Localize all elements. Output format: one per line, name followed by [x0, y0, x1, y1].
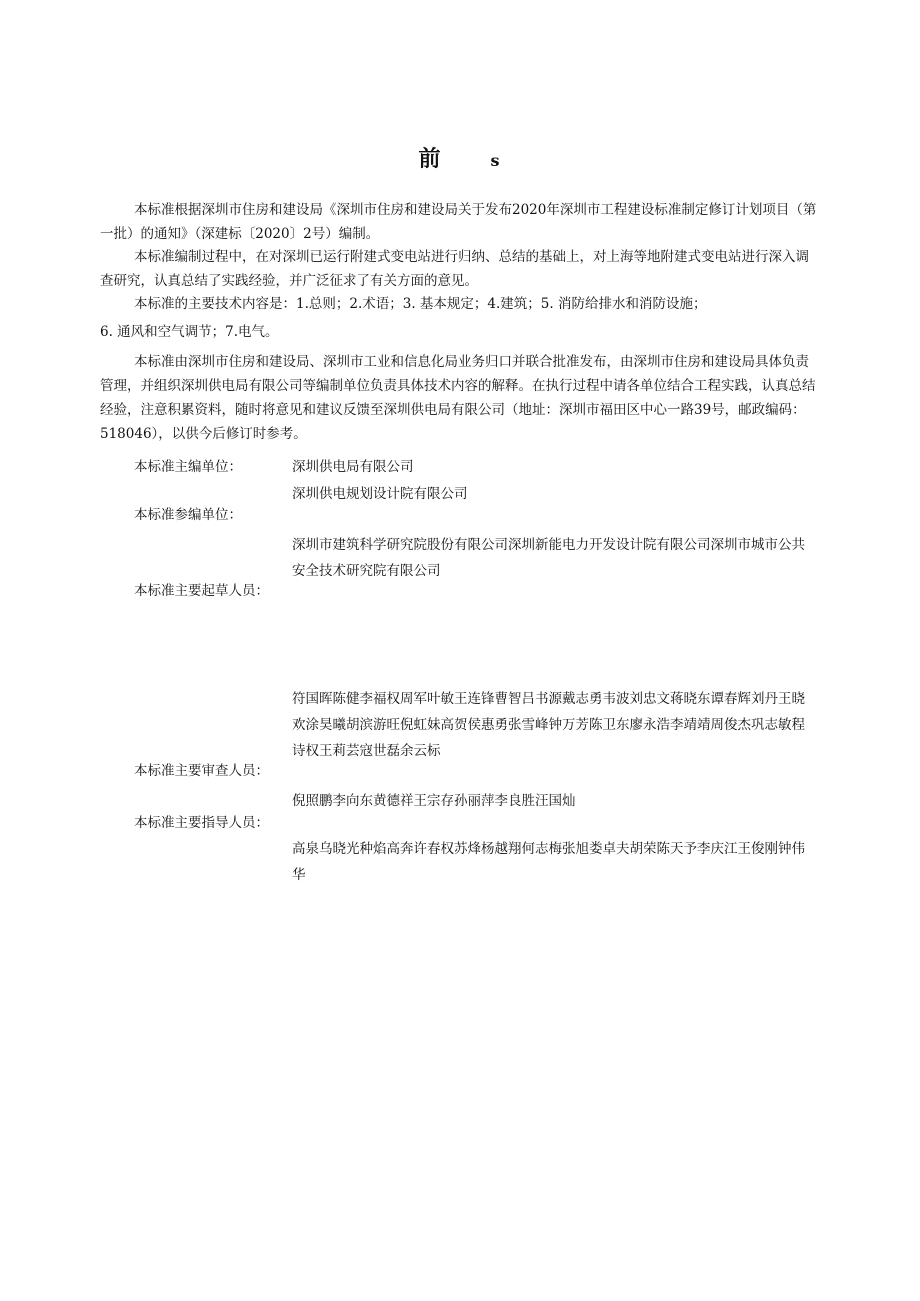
- paragraph-contents: 本标准的主要技术内容是：1.总则；2.术语；3. 基本规定；4.建筑；5. 消防给排水和消防设施；: [134, 296, 707, 312]
- paragraph-administration: 本标准由深圳市住房和建设局、深圳市工业和信息化局业务归口并联合批准发布，由深圳市住房和建设局具体负责管理，并组织深圳供电局有限公司等编制单位负责具体技术内容的解释。在执行过程中请各单位结合工程实践，认真总结经验，注意积累资料，随时将意见和建议反馈至深圳供电局有限公司（地址：深圳市福田区中心一路39号，邮政编码：518046），以供今后修订时参考。: [100, 354, 816, 442]
- reviewers-label: 本标准主要审查人员：: [134, 763, 269, 779]
- title-part-2: s: [490, 151, 502, 170]
- paragraph-basis: 本标准根据深圳市住房和建设局《深圳市住房和建设局关于发布2020年深圳市工程建设标准制定修订计划项目（第一批）的通知》（深建标〔2020〕2号）编制。: [100, 202, 817, 242]
- chief-editor-value-2: 深圳供电规划设计院有限公司: [292, 486, 468, 502]
- title-part-1: 前: [418, 146, 443, 172]
- paragraph-process: 本标准编制过程中，在对深圳已运行附建式变电站进行归纳、总结的基础上，对上海等地附建式变电站进行深入调查研究，认真总结了实践经验，并广泛征求了有关方面的意见。: [100, 249, 809, 289]
- drafters-value: 符国晖陈健李福权周军叶敏王连锋曹智吕书源戴志勇韦波刘忠文蒋晓东谭春辉刘丹王晓欢涂昊曦胡滨游旺倪虹妹高贺侯惠勇张雪峰钟万芳陈卫东廖永浩李靖靖周俊杰巩志敏程诗权王莉芸寇世磊余云标: [292, 691, 805, 759]
- participating-units-label: 本标准参编单位：: [134, 507, 242, 523]
- advisors-value: 高泉乌晓光种焰高奔许春权苏烽杨越翔何志梅张旭娄卓夫胡荣陈天予李庆江王俊刚钟伟华: [292, 841, 805, 883]
- chief-editor-label: 本标准主编单位：: [134, 459, 242, 475]
- advisors-label: 本标准主要指导人员：: [134, 815, 269, 831]
- reviewers-value: 倪照鹏李向东黄德祥王宗存孙丽萍李良胜汪国灿: [292, 793, 576, 809]
- drafters-label: 本标准主要起草人员：: [134, 583, 269, 599]
- paragraph-contents-cont: 6. 通风和空气调节；7.电气。: [100, 324, 279, 340]
- chief-editor-value: 深圳供电局有限公司: [292, 459, 414, 475]
- page-title: [0, 142, 920, 173]
- participating-units-value: 深圳市建筑科学研究院股份有限公司深圳新能电力开发设计院有限公司深圳市城市公共安全技术研究院有限公司: [292, 537, 805, 579]
